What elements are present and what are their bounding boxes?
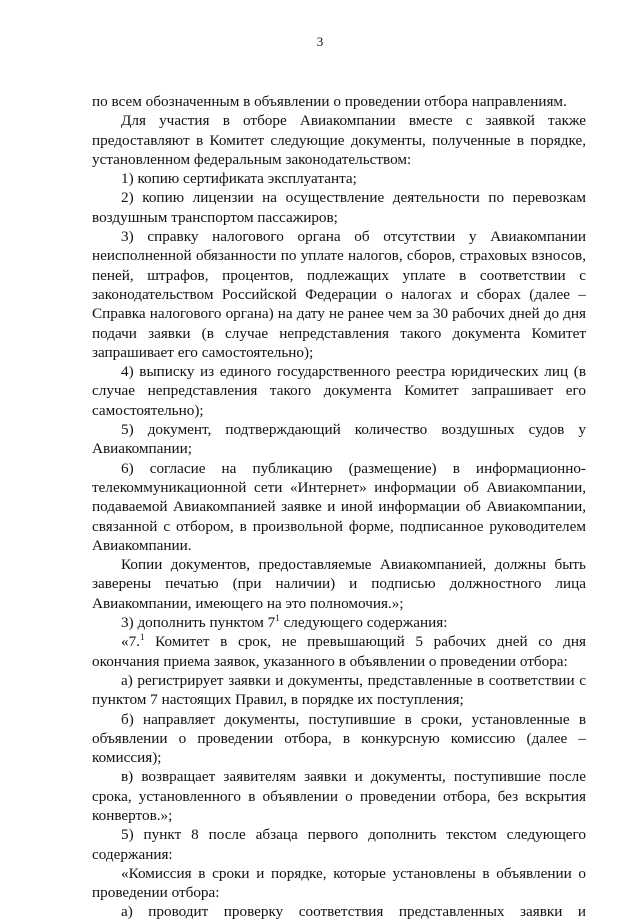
clause-item-v: в) возвращает заявителям заявки и документы, поступившие после срока, установленного в объявлении о проведении отбора, без вскрытия конвертов.»;	[92, 768, 586, 824]
amendment-item-3-after: следующего содержания:	[279, 614, 448, 632]
amendment-item-3	[92, 613, 586, 632]
clause-7-1-sup: 1	[139, 632, 145, 643]
list-item-6: 6) согласие на публикацию (размещение) в информационно-телекоммуникационной сети «Интернет» информации об Авиакомпании, подаваемой Авиакомпанией заявке и иной информации об Авиакомпании, связанной с отбором, в произвольной форме, подписанное руководителем Авиакомпании.	[92, 459, 586, 554]
amendment-item-5: 5) пункт 8 после абзаца первого дополнить текстом следующего содержания:	[92, 826, 586, 863]
clause-item-a: а) регистрирует заявки и документы, представленные в соответствии с пунктом 7 настоящих Правил, в порядке их поступления;	[92, 671, 586, 709]
list-item-3: 3) справку налогового органа об отсутствии у Авиакомпании неисполненной обязанности по уплате налогов, сборов, страховых взносов, пеней, штрафов, процентов, подлежащих уплате в соответствии с законодательством Российской Федерации о налогах и сборах (далее – Справка налогового органа) на дату не ранее чем за 30 рабочих дней до дня подачи заявки (в случае непредставления такого документа Комитет запрашивает его самостоятельно);	[92, 228, 586, 361]
list-item-2: 2) копию лицензии на осуществление деятельности по перевозкам воздушным транспортом пассажиров;	[92, 189, 586, 226]
list-item-4: 4) выписку из единого государственного реестра юридических лиц (в случае непредставления такого документа Комитет запрашивает его самостоятельно);	[92, 363, 586, 419]
paragraph-copies: Копии документов, предоставляемые Авиакомпанией, должны быть заверены печатью (при наличии) и подписью должностного лица Авиакомпании, имеющего на это полномочия.»;	[92, 556, 586, 612]
list-item-1: 1) копию сертификата эксплуатанта;	[121, 170, 357, 188]
paragraph-documents-intro: Для участия в отборе Авиакомпании вместе с заявкой также предоставляют в Комитет следующие документы, полученные в порядке, установленном федеральным законодательством:	[92, 112, 586, 168]
clause-7-1-after: Комитет в срок, не превышающий 5 рабочих дней со дня окончания приема заявок, указанного в объявлении о проведении отбора:	[92, 633, 586, 670]
amendment-item-3-before: 3) дополнить пунктом 7	[121, 614, 276, 632]
list-item-5: 5) документ, подтверждающий количество воздушных судов у Авиакомпании;	[92, 421, 586, 458]
clause-item-a-check: а) проводит проверку соответствия представленных заявки и	[121, 903, 586, 921]
clause-7-1	[92, 632, 586, 671]
paragraph-commission: «Комиссия в сроки и порядке, которые установлены в объявлении о проведении отбора:	[92, 864, 586, 902]
clause-item-b: б) направляет документы, поступившие в сроки, установленные в объявлении о проведении отбора, в конкурсную комиссию (далее – комиссия);	[92, 710, 586, 767]
amendment-item-3-sup: 1	[275, 613, 280, 624]
document-body	[92, 92, 586, 922]
page-number: 3	[316, 34, 324, 49]
paragraph-continuation: по всем обозначенным в объявлении о проведении отбора направлениям.	[92, 93, 567, 110]
clause-7-1-before: «7.	[121, 633, 140, 651]
